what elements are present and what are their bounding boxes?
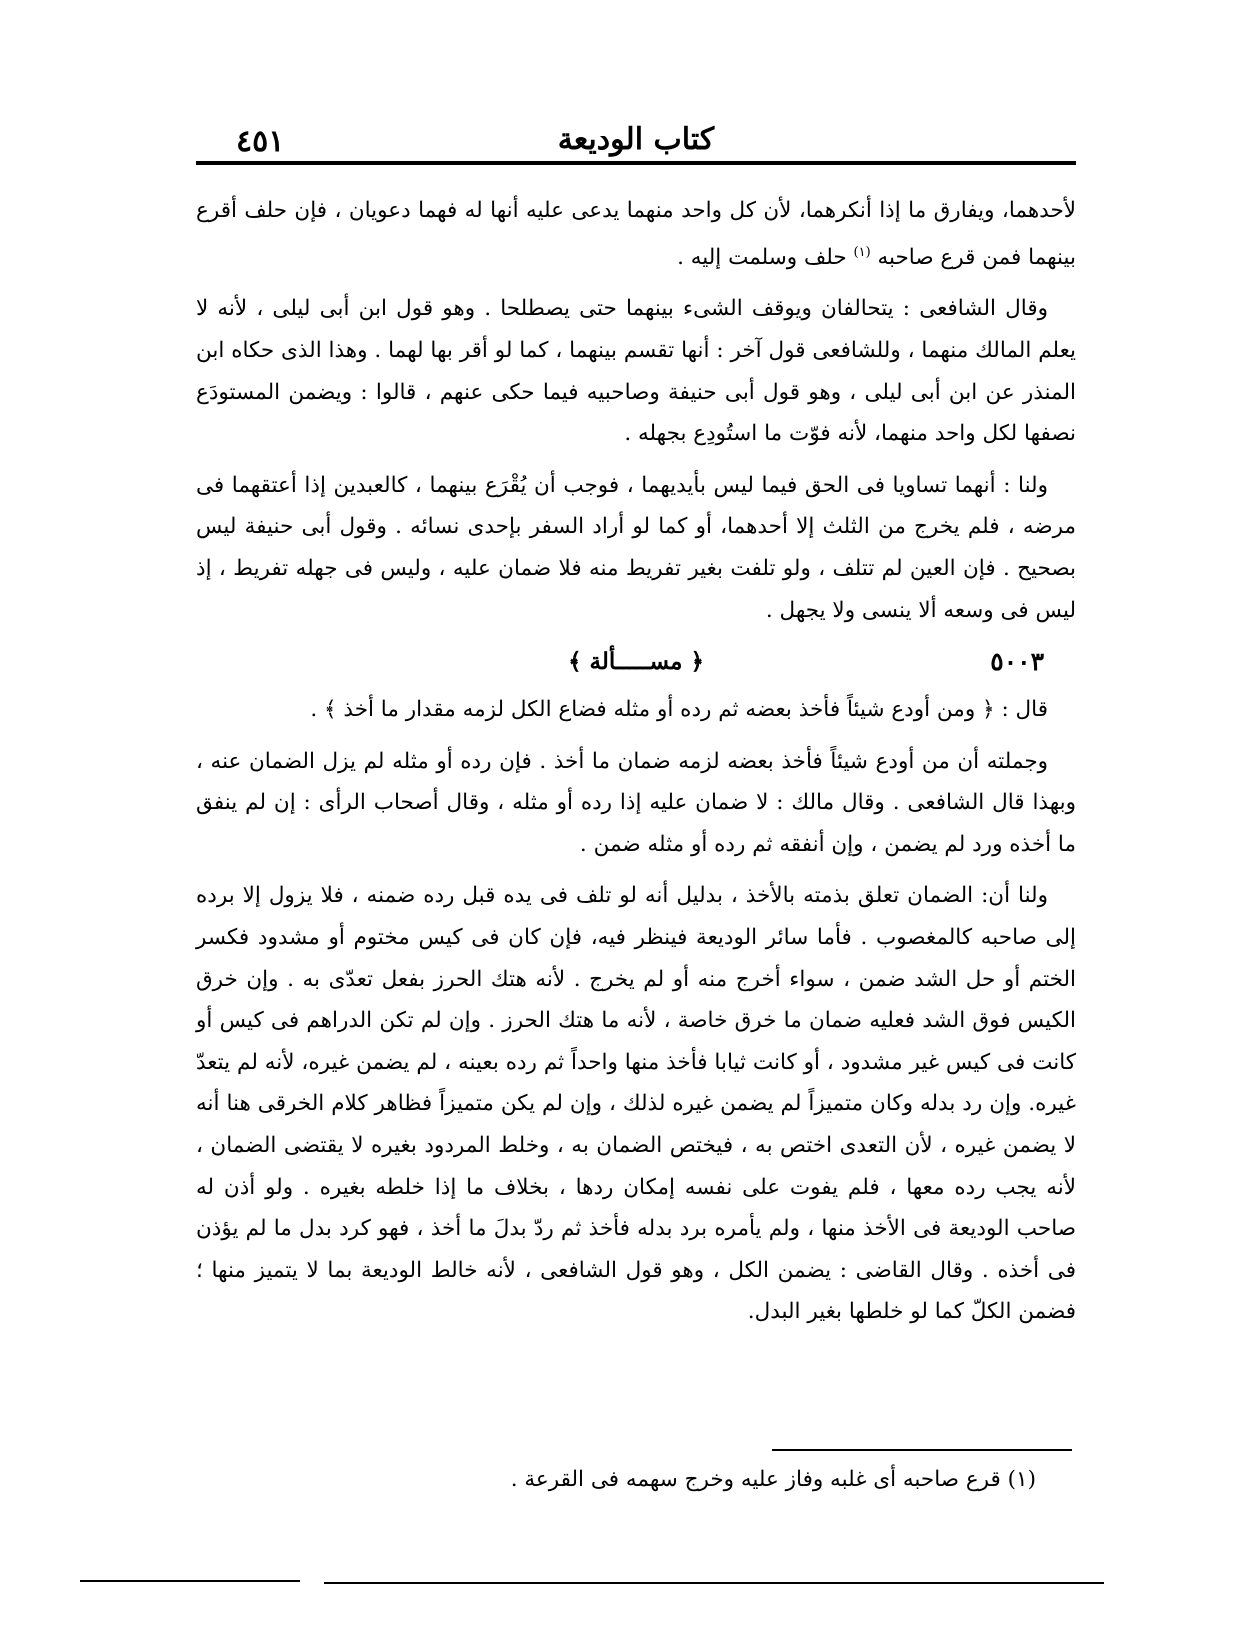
paragraph-6: ولنا أن: الضمان تعلق بذمته بالأخذ ، بدليل أنه لو تلف فى يده قبل رده ضمنه ، فلا يزول إلا برده إلى صاحبه كالمغصوب . فأما سائر الوديعة فينظر فيه، فإن كان فى كيس مختوم أو مشدود فكسر الختم أو حل الشد ضمن ، سواء أخرج منه أو لم يخرج . لأنه هتك الحرز بفعل تعدّى به . وإن خرق الكيس فوق الشد فعليه ضمان ما خرق خاصة ، لأنه ما هتك الحرز . وإن لم تكن الدراهم فى كيس أو كانت فى كيس غير مشدود ، أو كانت ثيابا فأخذ منها واحداً ثم رده بعينه ، لم يضمن غيره، لأنه لم يتعدّ غيره. وإن رد بدله وكان متميزاً لم يضمن غيره لذلك ، وإن لم يكن متميزاً فظاهر كلام الخرقى هنا أنه لا يضمن غيره ، لأن التعدى اختص به ، فيختص الضمان به ، وخلط المردود بغيره لا يقتضى الضمان ، لأنه يجب رده معها ، فلم يفوت على نفسه إمكان ردها ، بخلاف ما إذا خلطه بغيره . ولو أذن له صاحب الوديعة فى الأخذ منها ، ولم يأمره برد بدله فأخذ ثم ردّ بدلَ ما أخذ ، فهو كرد بدل ما لم يؤذن فى أخذه . وقال القاضى : يضمن الكل ، وهو قول الشافعى ، لأنه خالط الوديعة بما لا يتميز منها ؛ فضمن الكلّ كما لو خلطها بغير البدل. [196, 883, 1076, 1325]
bottom-rule-right [324, 1582, 1104, 1584]
footnote-reference: (١) [853, 244, 871, 260]
paragraph-3: ولنا : أنهما تساويا فى الحق فيما ليس بأيديهما ، فوجب أن يُقْرَع بينهما ، كالعبدين إذا أعتقهما فى مرضه ، فلم يخرج من الثلث إلا أحدهما، أو كما لو أراد السفر بإحدى نسائه . وقول أبى حنيفة ليس بصحيح . فإن العين لم تتلف ، ولو تلفت بغير تفريط منه فلا ضمان عليه ، وليس فى جهله تفريط ، إذ ليس فى وسعه ألا ينسى ولا يجهل . [196, 472, 1076, 623]
issue-title: ﴿ مســـــألة ﴾ [568, 648, 704, 676]
paragraph-1 [196, 190, 1076, 278]
issue-heading [196, 641, 1076, 683]
bottom-rule-left [80, 1580, 300, 1582]
footnote-rule [772, 1449, 1072, 1451]
main-text [196, 190, 1076, 1343]
header-rule [196, 161, 1076, 165]
page-header [196, 120, 1076, 160]
footnote: (١) قرع صاحبه أى غلبه وفاز عليه وخرج سهمه فى القرعة . [510, 1467, 1036, 1492]
paragraph-1-start: لأحدهما، ويفارق ما إذا أنكرهما، لأن كل واحد منهما يدعى عليه أنها له فهما دعويان ، فإن حلف أقرع بينهما فمن قرع صاحبه [196, 198, 1076, 270]
issue-number: ٥٠٠٣ [990, 647, 1044, 677]
paragraph-5: وجملته أن من أودع شيئاً فأخذ بعضه لزمه ضمان ما أخذ . فإن رده أو مثله لم يزل الضمان عنه ، وبهذا قال الشافعى . وقال مالك : لا ضمان عليه إذا رده أو مثله ، وقال أصحاب الرأى : إن لم ينفق ما أخذه ورد لم يضمن ، وإن أنفقه ثم رده أو مثله ضمن . [196, 748, 1076, 857]
paragraph-1-end: حلف وسلمت إليه . [677, 244, 854, 270]
paragraph-4: قال : ﴿ ومن أودع شيئاً فأخذ بعضه ثم رده أو مثله فضاع الكل لزمه مقدار ما أخذ ﴾ . [310, 697, 1048, 723]
running-title: كتاب الوديعة [557, 122, 715, 157]
paragraph-2: وقال الشافعى : يتحالفان ويوقف الشىء بينهما حتى يصطلحا . وهو قول ابن أبى ليلى ، لأنه لا يعلم المالك منهما ، وللشافعى قول آخر : أنها تقسم بينهما ، كما لو أقر بها لهما . وهذا الذى حكاه ابن المنذر عن ابن أبى ليلى ، وهو قول أبى حنيفة وصاحبيه فيما حكى عنهم ، قالوا : ويضمن المستودَع نصفها لكل واحد منهما، لأنه فوّت ما استُودِع بجهله . [196, 296, 1076, 447]
page-number: ٤٥١ [236, 124, 285, 159]
